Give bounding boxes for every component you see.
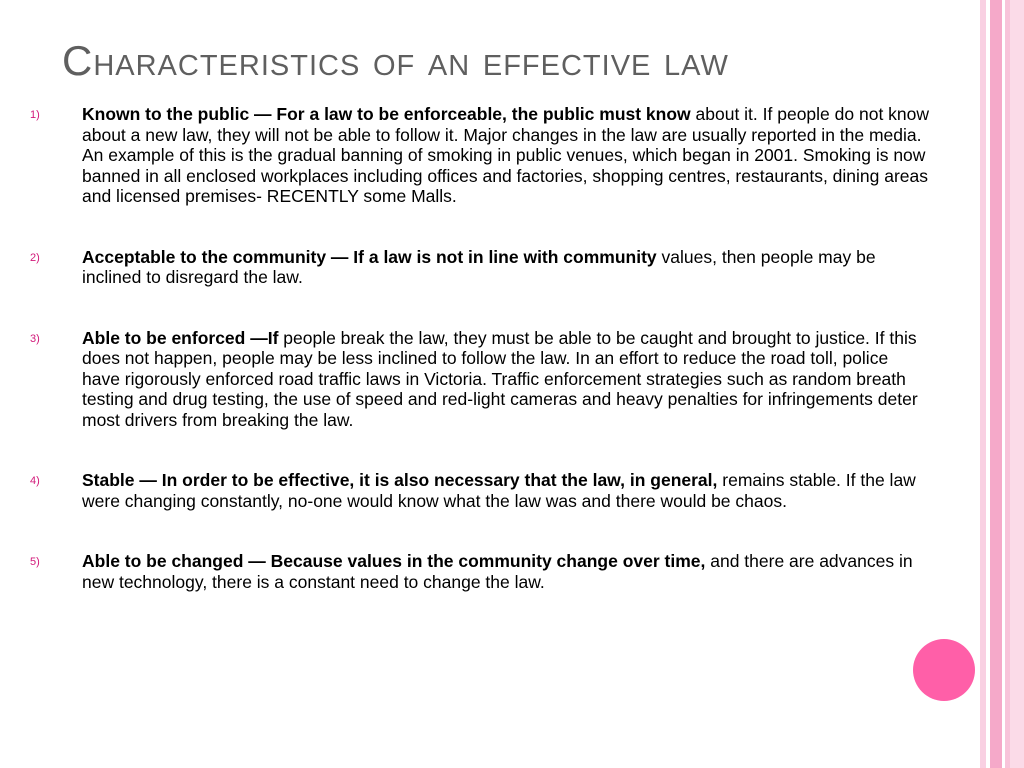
list-item (30, 551, 930, 592)
item-text: about it. If people do not know about a new law, they will not be able to follow it. Major changes in the law are usually reported in the media. An example of this is the gradual banning of smoking in public venues, which began in 2001. Smoking is now banned in all enclosed workplaces including offices and factories, shopping centres, restaurants, dining areas and licensed premises- RECENTLY some Malls. (82, 104, 930, 206)
item-text: remains stable. If the law were changing constantly, no-one would know what the law was and there would be chaos. (82, 470, 916, 511)
decorative-circle (913, 639, 975, 701)
item-text: and there are advances in new technology, there is a constant need to change the law. (82, 551, 913, 592)
item-heading: Able to be changed — Because values in the community change over time, (82, 551, 706, 571)
item-number: 5) (30, 556, 40, 568)
list-item (30, 247, 930, 288)
list-item (30, 328, 930, 431)
item-heading: Able to be enforced —If (82, 327, 279, 348)
item-number: 2) (30, 251, 40, 264)
item-number: 3) (30, 332, 40, 345)
item-text: people break the law, they must be able to be caught and brought to justice. If this does not happen, people may be less inclined to follow the law. In an effort to reduce the road toll, police have rigorously enforced road traffic laws in Victoria. Traffic enforcement strategies such as random breath testing and drug testing, the use of speed and red-light cameras and heavy penalties for infringements deter most drivers from breaking the law. (82, 327, 918, 430)
list-item (30, 470, 930, 511)
item-heading: Stable — In order to be effective, it is also necessary that the law, in general, (82, 470, 718, 490)
item-number: 4) (30, 475, 40, 487)
characteristics-list (30, 104, 930, 592)
item-number: 1) (30, 109, 40, 121)
decorative-stripes (980, 0, 1024, 768)
stripe (990, 0, 1002, 768)
stripe (1010, 0, 1024, 768)
item-heading: Known to the public — For a law to be enforceable, the public must know (82, 104, 691, 124)
slide-title: Characteristics of an effective law (62, 37, 729, 84)
item-text: values, then people may be inclined to disregard the law. (82, 246, 876, 287)
item-heading: Acceptable to the community — If a law is not in line with community (82, 246, 657, 267)
list-item (30, 104, 930, 207)
